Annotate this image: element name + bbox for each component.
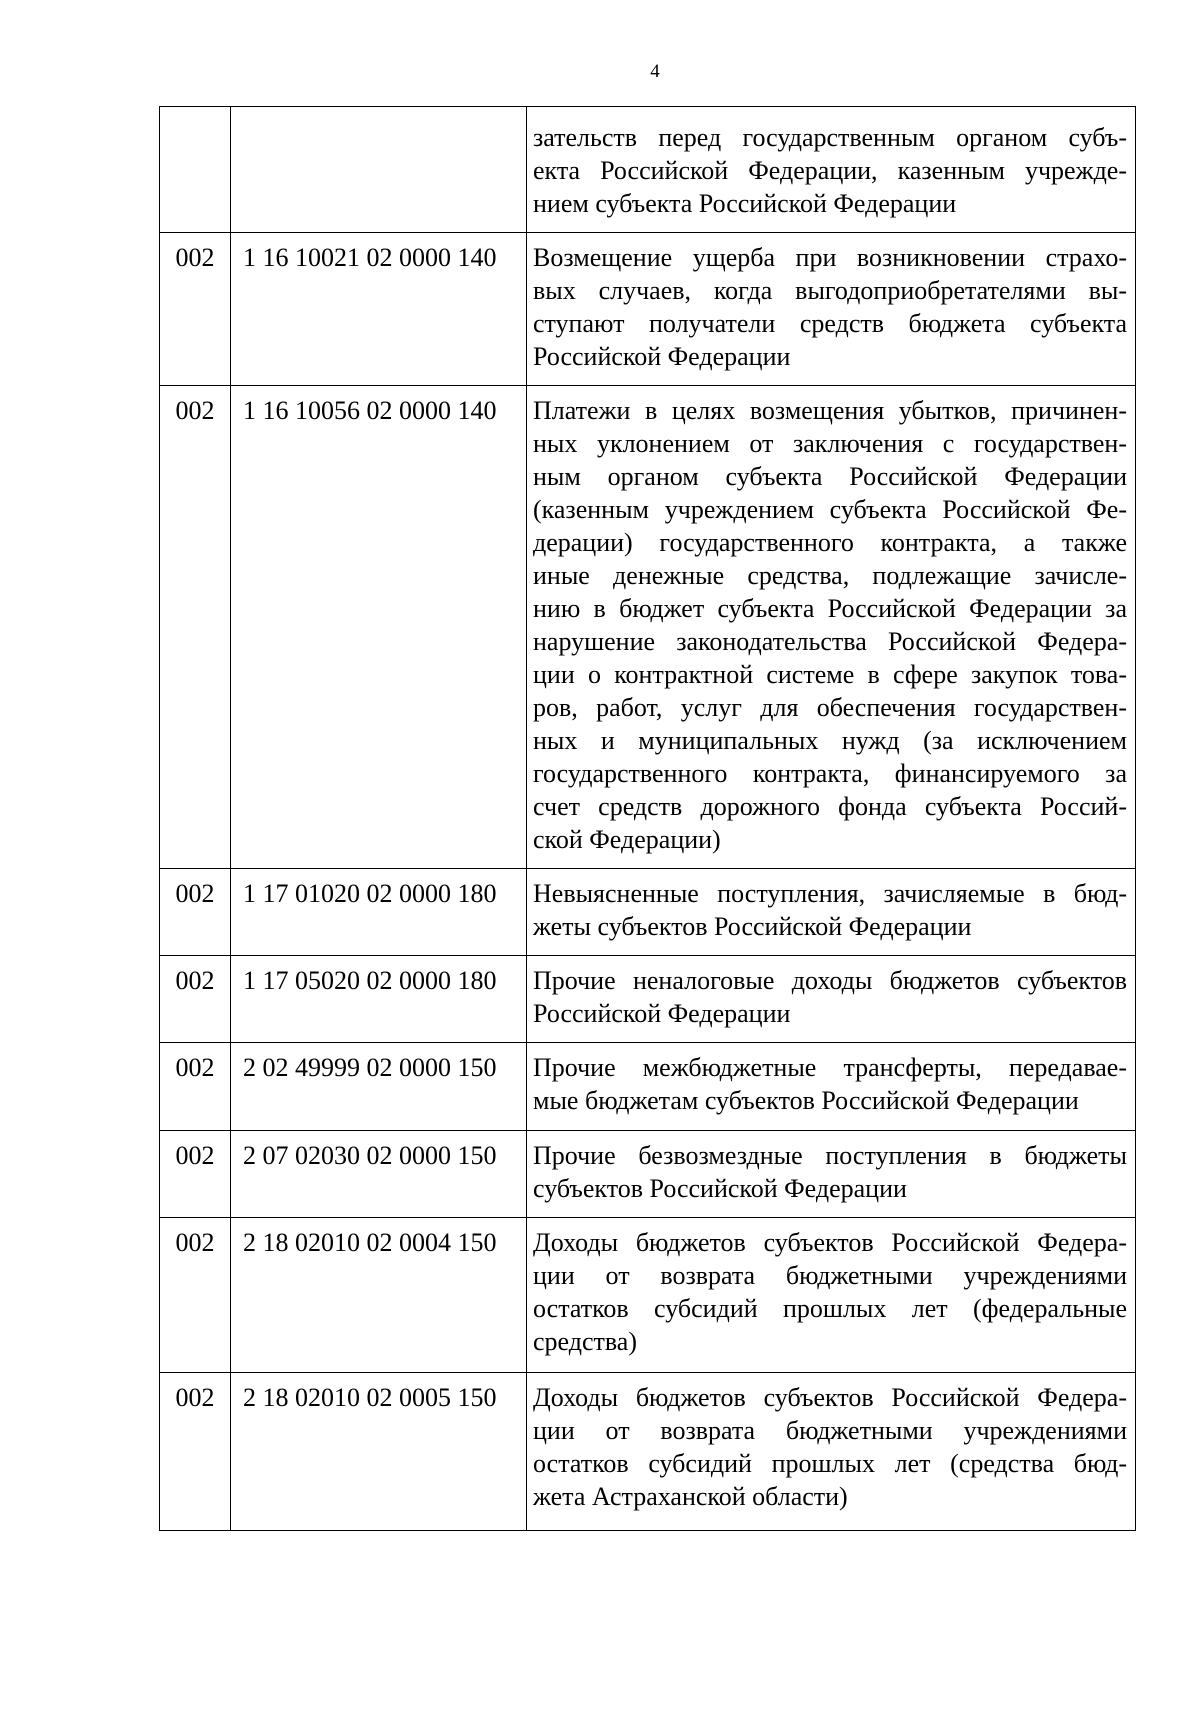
admin-code-cell: 002 <box>160 956 231 1043</box>
revenue-code-cell: 1 17 01020 02 0000 180 <box>231 869 527 956</box>
table-body <box>160 107 1136 1531</box>
revenue-code-cell: 1 17 05020 02 0000 180 <box>231 956 527 1043</box>
description-line: ров, работ, услуг для обеспечения государствен- <box>533 693 1127 722</box>
description-line: зательств перед государственным органом субъ- <box>533 123 1127 152</box>
table-row <box>160 1218 1136 1373</box>
description-line: Прочие безвозмездные поступления в бюджеты <box>533 1141 1127 1170</box>
description-line: ции от возврата бюджетными учреждениями <box>533 1261 1127 1290</box>
description-line: ской Федерации) <box>533 825 721 854</box>
description-cell <box>527 386 1136 869</box>
admin-code-cell: 002 <box>160 1043 231 1131</box>
description-line: нарушение законодательства Российской Федера- <box>533 627 1127 656</box>
revenue-code-cell: 2 18 02010 02 0004 150 <box>231 1218 527 1373</box>
description-line: ступают получатели средств бюджета субъекта <box>533 309 1127 338</box>
description-line: Прочие межбюджетные трансферты, передавае- <box>533 1053 1127 1082</box>
description-line: остатков субсидий прошлых лет (средства бюд- <box>533 1449 1127 1478</box>
admin-code-cell: 002 <box>160 1131 231 1218</box>
admin-code-cell <box>160 107 231 233</box>
admin-code-cell: 002 <box>160 869 231 956</box>
table-row <box>160 1131 1136 1218</box>
table-row <box>160 1043 1136 1131</box>
description-line: государственного контракта, финансируемого за <box>533 759 1127 788</box>
description-cell <box>527 956 1136 1043</box>
description-line: ции о контрактной системе в сфере закупок това- <box>533 660 1127 689</box>
description-line: Прочие неналоговые доходы бюджетов субъектов <box>533 966 1127 995</box>
description-line: Российской Федерации <box>533 342 791 371</box>
description-line: Платежи в целях возмещения убытков, причинен- <box>533 396 1127 425</box>
revenue-code-cell: 2 07 02030 02 0000 150 <box>231 1131 527 1218</box>
description-line: субъектов Российской Федерации <box>533 1174 907 1203</box>
description-line: ных и муниципальных нужд (за исключением <box>533 726 1127 755</box>
admin-code-cell: 002 <box>160 386 231 869</box>
revenue-code-cell <box>231 107 527 233</box>
description-cell <box>527 869 1136 956</box>
description-line: вых случаев, когда выгодоприобретателями вы- <box>533 276 1127 305</box>
description-line: екта Российской Федерации, казенным учрежде- <box>533 156 1127 185</box>
revenue-code-table <box>159 106 1136 1531</box>
table-row <box>160 233 1136 386</box>
description-cell <box>527 1373 1136 1531</box>
page-number: 4 <box>650 61 660 82</box>
table-row <box>160 956 1136 1043</box>
description-line: Доходы бюджетов субъектов Российской Федера- <box>533 1228 1127 1257</box>
description-line: иные денежные средства, подлежащие зачисле- <box>533 561 1127 590</box>
revenue-code-cell: 1 16 10021 02 0000 140 <box>231 233 527 386</box>
revenue-code-cell: 1 16 10056 02 0000 140 <box>231 386 527 869</box>
table-row <box>160 869 1136 956</box>
description-line: нием субъекта Российской Федерации <box>533 189 957 218</box>
table-row <box>160 386 1136 869</box>
admin-code-cell: 002 <box>160 233 231 386</box>
description-line: Возмещение ущерба при возникновении страхо- <box>533 243 1127 272</box>
description-line: (казенным учреждением субъекта Российской Фе- <box>533 495 1127 524</box>
description-line: мые бюджетам субъектов Российской Федерации <box>533 1086 1079 1115</box>
description-line: ным органом субъекта Российской Федерации <box>533 462 1127 491</box>
description-line: счет средств дорожного фонда субъекта Россий- <box>533 792 1127 821</box>
revenue-code-cell: 2 18 02010 02 0005 150 <box>231 1373 527 1531</box>
description-line: дерации) государственного контракта, а также <box>533 528 1127 557</box>
description-line: жета Астраханской области) <box>533 1482 848 1511</box>
description-line: Невыясненные поступления, зачисляемые в бюд- <box>533 879 1127 908</box>
description-cell <box>527 1131 1136 1218</box>
admin-code-cell: 002 <box>160 1218 231 1373</box>
admin-code-cell: 002 <box>160 1373 231 1531</box>
description-line: средства) <box>533 1327 637 1356</box>
description-line: ции от возврата бюджетными учреждениями <box>533 1416 1127 1445</box>
description-line: ных уклонением от заключения с государствен- <box>533 429 1127 458</box>
description-line: жеты субъектов Российской Федерации <box>533 912 972 941</box>
description-cell <box>527 1043 1136 1131</box>
description-cell <box>527 233 1136 386</box>
table-row <box>160 107 1136 233</box>
description-cell <box>527 107 1136 233</box>
description-line: нию в бюджет субъекта Российской Федерации за <box>533 594 1127 623</box>
description-line: остатков субсидий прошлых лет (федеральные <box>533 1294 1127 1323</box>
table-row <box>160 1373 1136 1531</box>
description-line: Доходы бюджетов субъектов Российской Федера- <box>533 1383 1127 1412</box>
description-cell <box>527 1218 1136 1373</box>
description-line: Российской Федерации <box>533 999 791 1028</box>
revenue-code-cell: 2 02 49999 02 0000 150 <box>231 1043 527 1131</box>
